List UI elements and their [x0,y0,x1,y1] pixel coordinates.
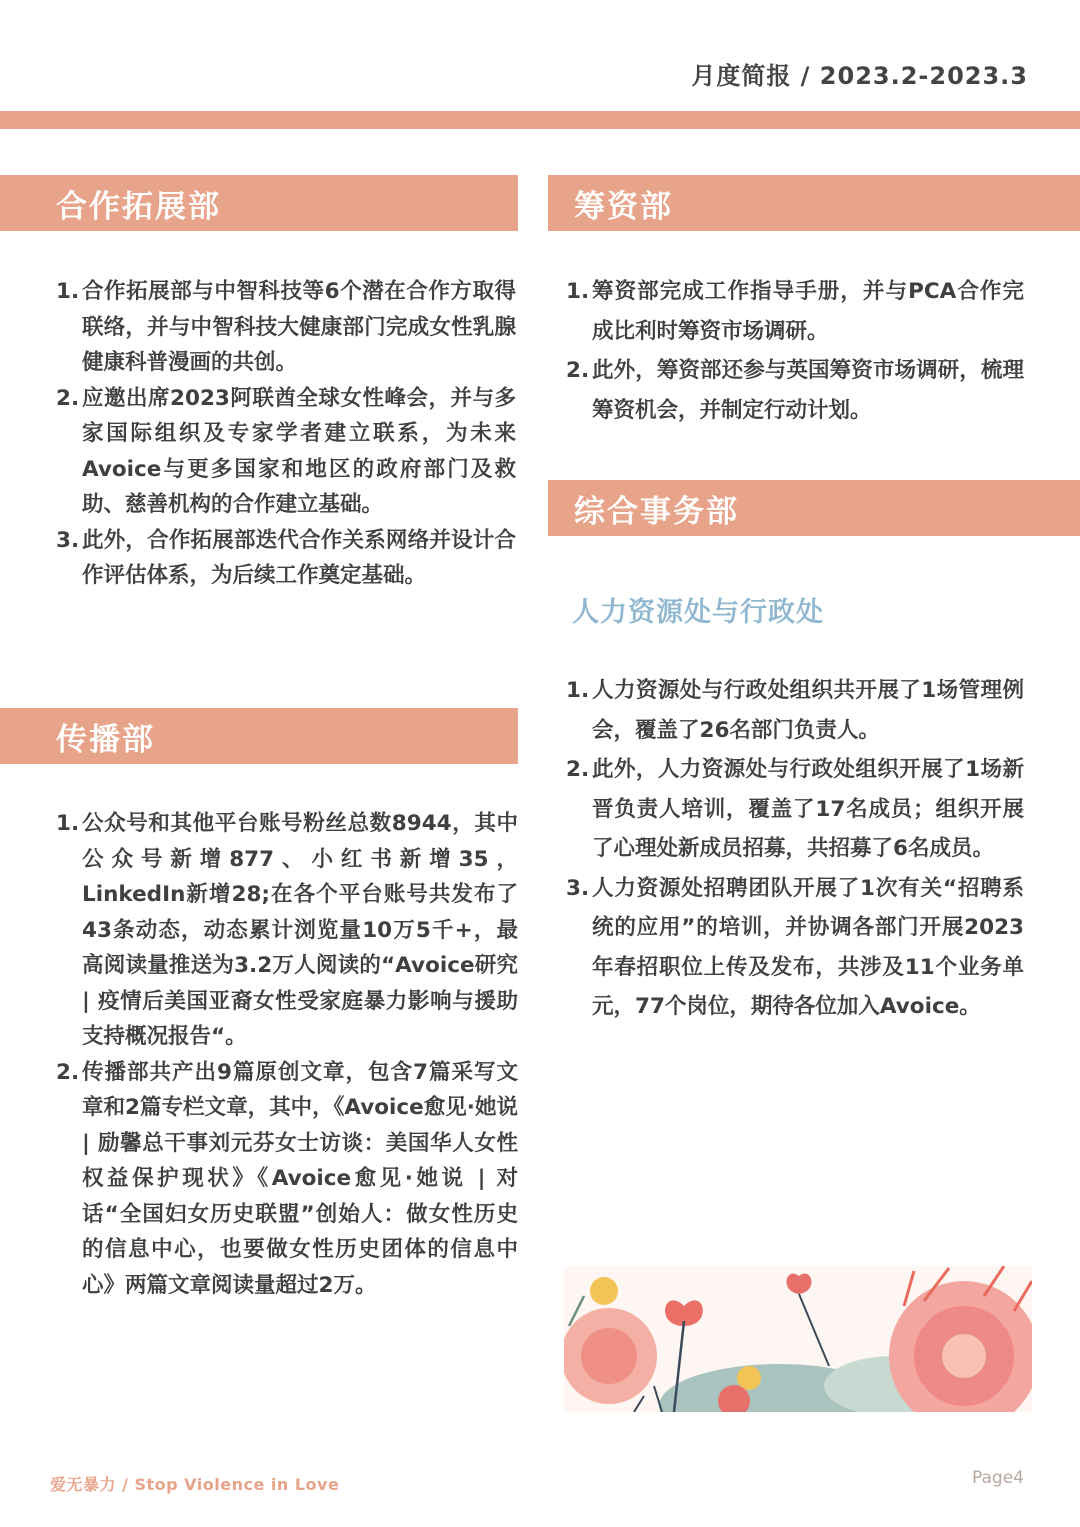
list-item: 1. 筹资部完成工作指导手册，并与PCA合作完成比利时筹资市场调研。 [566,279,1024,344]
general-affairs-list [566,671,1024,1027]
flower-illustration [564,1266,1032,1412]
communication-list [56,806,518,1303]
list-item: 1. 公众号和其他平台账号粉丝总数8944，其中公众号新增877、小红书新增35，LinkedIn新增28;在各个平台账号共发布了43条动态，动态累计浏览量10万5千+，最高阅读量推送为3.2万人阅读的“Avoice研究 | 疫情后美国亚裔女性受家庭暴力影响与援助支持概况报告“。 [56,811,518,1049]
page-number: Page4 [972,1468,1024,1488]
section-title-communication: 传播部 [0,708,518,764]
list-item: 2. 应邀出席2023阿联酋全球女性峰会，并与多家国际组织及专家学者建立联系，为未来Avoice与更多国家和地区的政府部门及救助、慈善机构的合作建立基础。 [56,385,516,517]
cooperation-list [56,274,516,594]
list-item: 2. 传播部共产出9篇原创文章，包含7篇采写文章和2篇专栏文章，其中，《Avoice愈见·她说 | 励馨总干事刘元芬女士访谈：美国华人女性权益保护现状》《Avoice愈见·她说 | 对话“全国妇女历史联盟”创始人：做女性历史的信息中心，也要做女性历史团体的信息中心》两篇文章阅读量超过2万。 [56,1059,518,1298]
section-title-cooperation: 合作拓展部 [0,175,518,231]
section-title-fundraising: 筹资部 [548,175,1080,231]
subheading-hr-admin: 人力资源处与行政处 [572,597,824,628]
list-item: 2. 此外，人力资源处与行政处组织开展了1场新晋负责人培训，覆盖了17名成员；组织开展了心理处新成员招募，共招募了6名成员。 [566,757,1024,861]
list-item: 2. 此外，筹资部还参与英国筹资市场调研，梳理筹资机会，并制定行动计划。 [566,358,1024,423]
fundraising-list [566,272,1024,430]
header-band [0,111,1080,129]
report-title: 月度简报 / 2023.2-2023.3 [691,62,1028,90]
footer-brand: 爱无暴力 / Stop Violence in Love [50,1475,340,1494]
list-item: 1. 合作拓展部与中智科技等6个潜在合作方取得联络，并与中智科技大健康部门完成女性乳腺健康科普漫画的共创。 [56,279,516,375]
section-title-general-affairs: 综合事务部 [548,480,1080,536]
list-item: 3. 此外，合作拓展部迭代合作关系网络并设计合作评估体系，为后续工作奠定基础。 [56,527,516,588]
list-item: 1. 人力资源处与行政处组织共开展了1场管理例会，覆盖了26名部门负责人。 [566,678,1024,743]
list-item: 3. 人力资源处招聘团队开展了1次有关“招聘系统的应用”的培训，并协调各部门开展2023年春招职位上传及发布，共涉及11个业务单元，77个岗位，期待各位加入Avoice。 [566,875,1024,1019]
